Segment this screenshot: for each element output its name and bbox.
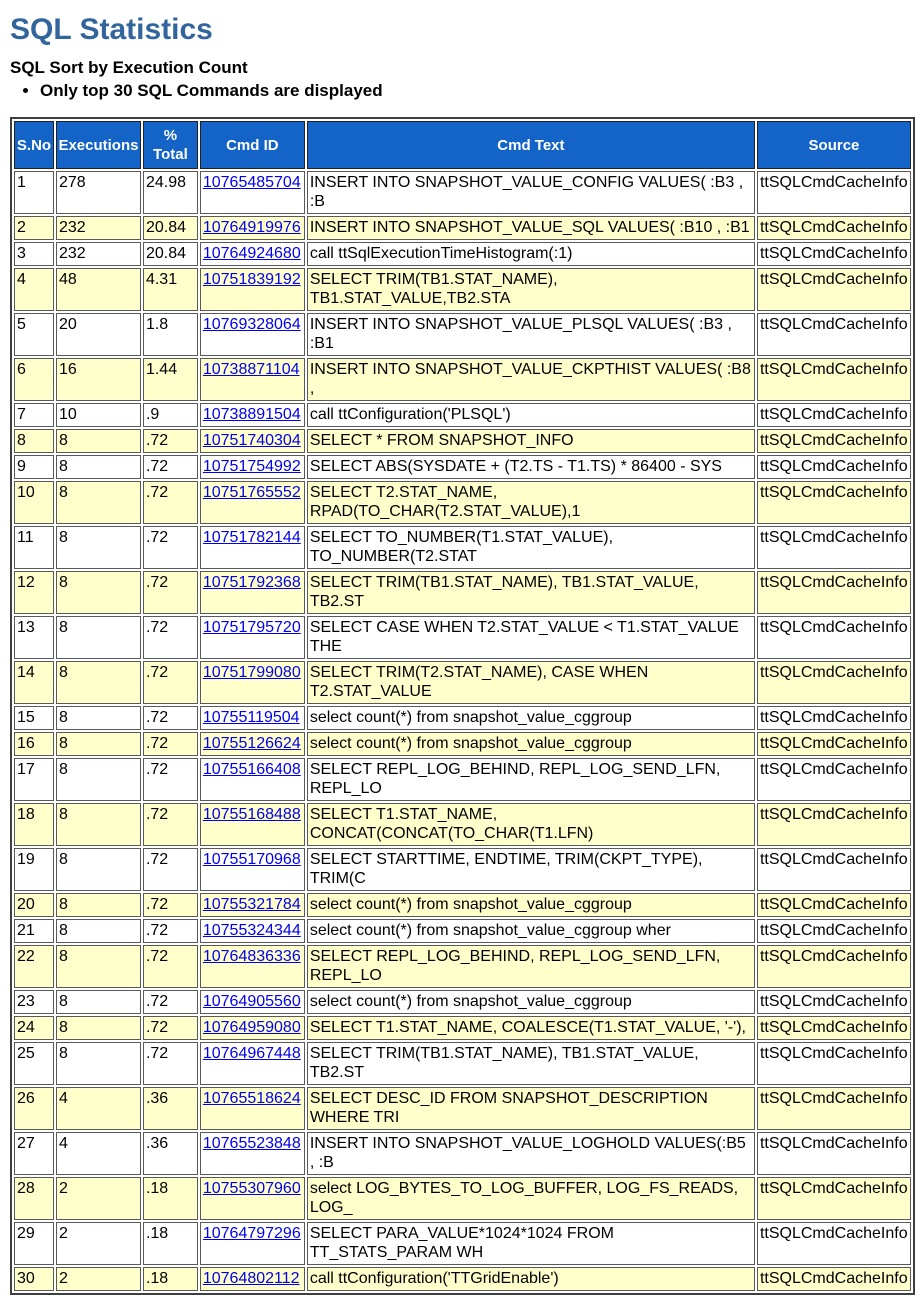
table-row [14,758,911,801]
cell-executions: 8 [56,848,141,891]
cell-source: ttSQLCmdCacheInfo [757,893,911,917]
cell-pct-total: .72 [143,706,198,730]
cell-sno: 9 [14,455,54,479]
cell-executions: 8 [56,758,141,801]
cell-pct-total: 24.98 [143,171,198,214]
cell-executions: 8 [56,990,141,1014]
cell-source: ttSQLCmdCacheInfo [757,481,911,524]
cell-source: ttSQLCmdCacheInfo [757,758,911,801]
cmd-id-link[interactable]: 10755321784 [202,896,301,914]
cell-cmd-id [200,732,305,756]
cell-cmd-id [200,706,305,730]
cell-pct-total: .72 [143,990,198,1014]
cell-cmd-text: SELECT * FROM SNAPSHOT_INFO [307,429,755,453]
cell-source: ttSQLCmdCacheInfo [757,1087,911,1130]
cmd-id-link[interactable]: 10764905560 [202,993,301,1011]
sort-subtitle: SQL Sort by Execution Count [10,57,248,77]
cell-executions: 2 [56,1177,141,1220]
cell-executions: 8 [56,429,141,453]
cell-executions: 8 [56,945,141,988]
cell-sno: 16 [14,732,54,756]
cell-source: ttSQLCmdCacheInfo [757,313,911,356]
table-row [14,945,911,988]
cell-cmd-text: SELECT TRIM(TB1.STAT_NAME), TB1.STAT_VALUE, TB2.ST [307,1042,755,1085]
cell-cmd-text: select count(*) from snapshot_value_cggroup [307,990,755,1014]
table-row [14,1016,911,1040]
cell-cmd-id [200,313,305,356]
cell-pct-total: 4.31 [143,268,198,311]
cell-executions: 16 [56,358,141,401]
table-row [14,429,911,453]
cmd-id-link[interactable]: 10751754992 [202,458,301,476]
cell-executions: 8 [56,1016,141,1040]
cell-pct-total: .18 [143,1267,198,1291]
cell-sno: 18 [14,803,54,846]
cell-sno: 12 [14,571,54,614]
cell-executions: 20 [56,313,141,356]
col-header-pct-total: % Total [143,121,198,169]
cell-source: ttSQLCmdCacheInfo [757,1222,911,1265]
cell-cmd-text: SELECT REPL_LOG_BEHIND, REPL_LOG_SEND_LFN, REPL_LO [307,945,755,988]
cell-sno: 7 [14,403,54,427]
cell-pct-total: .72 [143,429,198,453]
cell-source: ttSQLCmdCacheInfo [757,919,911,943]
table-row [14,848,911,891]
cmd-id-link[interactable]: 10751799080 [202,664,301,682]
cell-cmd-text: SELECT TO_NUMBER(T1.STAT_VALUE), TO_NUMBER(T2.STAT [307,526,755,569]
cell-pct-total: 20.84 [143,242,198,266]
cell-cmd-id [200,848,305,891]
cell-cmd-text: SELECT PARA_VALUE*1024*1024 FROM TT_STATS_PARAM WH [307,1222,755,1265]
cell-pct-total: .72 [143,571,198,614]
cell-source: ttSQLCmdCacheInfo [757,732,911,756]
col-header-source: Source [757,121,911,169]
cell-sno: 1 [14,171,54,214]
cell-source: ttSQLCmdCacheInfo [757,216,911,240]
cell-cmd-id [200,358,305,401]
cmd-id-link[interactable]: 10755170968 [202,851,301,869]
cell-cmd-id [200,481,305,524]
cell-executions: 232 [56,216,141,240]
cell-pct-total: .72 [143,919,198,943]
cell-sno: 13 [14,616,54,659]
cell-cmd-text: select LOG_BYTES_TO_LOG_BUFFER, LOG_FS_READS, LOG_ [307,1177,755,1220]
cell-sno: 3 [14,242,54,266]
cell-cmd-id [200,268,305,311]
cmd-id-link[interactable]: 10751782144 [202,529,301,547]
cell-cmd-id [200,758,305,801]
cell-cmd-id [200,893,305,917]
table-row [14,268,911,311]
cell-sno: 29 [14,1222,54,1265]
cell-cmd-id [200,216,305,240]
cell-sno: 10 [14,481,54,524]
cell-sno: 25 [14,1042,54,1085]
cell-cmd-id [200,616,305,659]
cmd-id-link[interactable]: 10755324344 [202,922,301,940]
cell-source: ttSQLCmdCacheInfo [757,848,911,891]
cmd-id-link[interactable]: 10764919976 [202,219,301,237]
cell-sno: 17 [14,758,54,801]
cmd-id-link[interactable]: 10764924680 [202,245,301,263]
col-header-executions: Executions [56,121,141,169]
cell-cmd-text: SELECT T1.STAT_NAME, COALESCE(T1.STAT_VALUE, '-'), [307,1016,755,1040]
cell-executions: 4 [56,1087,141,1130]
cell-executions: 10 [56,403,141,427]
table-row [14,1177,911,1220]
cell-executions: 232 [56,242,141,266]
col-header-cmd-text: Cmd Text [307,121,755,169]
cell-sno: 19 [14,848,54,891]
table-row [14,990,911,1014]
cell-cmd-text: SELECT ABS(SYSDATE + (T2.TS - T1.TS) * 86400 - SYS [307,455,755,479]
cell-cmd-text: select count(*) from snapshot_value_cggroup wher [307,919,755,943]
cell-pct-total: 20.84 [143,216,198,240]
cell-cmd-id [200,571,305,614]
cell-source: ttSQLCmdCacheInfo [757,1177,911,1220]
col-header-cmd-id: Cmd ID [200,121,305,169]
notes-list [10,81,915,101]
cell-cmd-text: INSERT INTO SNAPSHOT_VALUE_PLSQL VALUES( :B3 , :B1 [307,313,755,356]
table-row [14,171,911,214]
cell-pct-total: .72 [143,758,198,801]
cell-executions: 8 [56,616,141,659]
cell-sno: 20 [14,893,54,917]
cell-cmd-id [200,1222,305,1265]
cell-pct-total: .72 [143,732,198,756]
cell-executions: 2 [56,1267,141,1291]
cell-executions: 8 [56,661,141,704]
cell-sno: 21 [14,919,54,943]
table-row [14,571,911,614]
cell-cmd-id [200,526,305,569]
cell-cmd-text: SELECT DESC_ID FROM SNAPSHOT_DESCRIPTION WHERE TRI [307,1087,755,1130]
cell-executions: 8 [56,481,141,524]
cell-cmd-text: SELECT T2.STAT_NAME, RPAD(TO_CHAR(T2.STAT_VALUE),1 [307,481,755,524]
table-row [14,1267,911,1291]
table-row [14,803,911,846]
cell-cmd-id [200,803,305,846]
cell-source: ttSQLCmdCacheInfo [757,616,911,659]
table-row [14,526,911,569]
cell-executions: 8 [56,919,141,943]
cell-pct-total: .72 [143,661,198,704]
table-header [14,121,911,169]
cell-executions: 8 [56,706,141,730]
cell-sno: 28 [14,1177,54,1220]
cell-cmd-text: SELECT T1.STAT_NAME, CONCAT(CONCAT(TO_CHAR(T1.LFN) [307,803,755,846]
cell-source: ttSQLCmdCacheInfo [757,1132,911,1175]
cell-pct-total: .72 [143,455,198,479]
cell-sno: 2 [14,216,54,240]
cmd-id-link[interactable]: 10764959080 [202,1019,301,1037]
cell-source: ttSQLCmdCacheInfo [757,945,911,988]
cell-pct-total: .72 [143,803,198,846]
table-row [14,732,911,756]
cell-pct-total: 1.8 [143,313,198,356]
cell-sno: 22 [14,945,54,988]
cell-pct-total: .18 [143,1222,198,1265]
cell-cmd-id [200,403,305,427]
cell-sno: 5 [14,313,54,356]
col-header-sno: S.No [14,121,54,169]
cmd-id-link[interactable]: 10755168488 [202,806,301,824]
cmd-id-link[interactable]: 10751792368 [202,574,301,592]
cell-cmd-text: call ttConfiguration('TTGridEnable') [307,1267,755,1291]
cell-sno: 27 [14,1132,54,1175]
cell-sno: 11 [14,526,54,569]
sql-stats-table [10,117,915,1295]
cell-source: ttSQLCmdCacheInfo [757,429,911,453]
cmd-id-link[interactable]: 10755307960 [202,1180,301,1198]
cell-source: ttSQLCmdCacheInfo [757,661,911,704]
cell-cmd-text: call ttConfiguration('PLSQL') [307,403,755,427]
cell-cmd-id [200,1087,305,1130]
cmd-id-link[interactable]: 10764797296 [202,1225,301,1243]
table-row [14,1087,911,1130]
cell-cmd-text: INSERT INTO SNAPSHOT_VALUE_CONFIG VALUES( :B3 , :B [307,171,755,214]
cell-sno: 30 [14,1267,54,1291]
note-item: • Only top 30 SQL Commands are displayed [40,81,915,101]
cell-sno: 23 [14,990,54,1014]
cell-source: ttSQLCmdCacheInfo [757,171,911,214]
cell-sno: 14 [14,661,54,704]
cell-sno: 8 [14,429,54,453]
table-row [14,216,911,240]
cell-cmd-id [200,945,305,988]
header-row [14,121,911,169]
cell-sno: 26 [14,1087,54,1130]
cell-executions: 2 [56,1222,141,1265]
cell-cmd-id [200,242,305,266]
cell-pct-total: .72 [143,1042,198,1085]
page-title: SQL Statistics [10,13,213,46]
cell-cmd-id [200,919,305,943]
cell-cmd-text: select count(*) from snapshot_value_cggroup [307,706,755,730]
table-row [14,403,911,427]
cell-source: ttSQLCmdCacheInfo [757,803,911,846]
cell-sno: 24 [14,1016,54,1040]
cell-cmd-text: SELECT TRIM(T2.STAT_NAME), CASE WHEN T2.STAT_VALUE [307,661,755,704]
cell-pct-total: .36 [143,1132,198,1175]
table-row [14,1222,911,1265]
cell-source: ttSQLCmdCacheInfo [757,571,911,614]
cell-source: ttSQLCmdCacheInfo [757,526,911,569]
cell-source: ttSQLCmdCacheInfo [757,268,911,311]
cell-source: ttSQLCmdCacheInfo [757,403,911,427]
cmd-id-link[interactable]: 10765523848 [202,1135,301,1153]
cell-pct-total: .72 [143,526,198,569]
table-row [14,893,911,917]
cell-cmd-text: select count(*) from snapshot_value_cggroup [307,732,755,756]
cmd-id-link[interactable]: 10751740304 [202,432,301,450]
cell-cmd-text: select count(*) from snapshot_value_cggroup [307,893,755,917]
cell-pct-total: .9 [143,403,198,427]
cmd-id-link[interactable]: 10764802112 [202,1270,300,1288]
cell-pct-total: .72 [143,848,198,891]
table-row [14,481,911,524]
cell-source: ttSQLCmdCacheInfo [757,1042,911,1085]
cell-cmd-id [200,455,305,479]
cell-cmd-id [200,1016,305,1040]
cell-source: ttSQLCmdCacheInfo [757,358,911,401]
cell-executions: 4 [56,1132,141,1175]
cell-cmd-text: SELECT TRIM(TB1.STAT_NAME), TB1.STAT_VALUE,TB2.STA [307,268,755,311]
cell-source: ttSQLCmdCacheInfo [757,1267,911,1291]
cell-source: ttSQLCmdCacheInfo [757,1016,911,1040]
cell-sno: 15 [14,706,54,730]
cell-cmd-text: call ttSqlExecutionTimeHistogram(:1) [307,242,755,266]
cell-cmd-id [200,1042,305,1085]
cmd-id-link[interactable]: 10764967448 [202,1045,301,1063]
cell-cmd-id [200,1132,305,1175]
table-row [14,1132,911,1175]
cmd-id-link[interactable]: 10738891504 [202,406,301,424]
table-row [14,358,911,401]
table-row [14,919,911,943]
cmd-id-link[interactable]: 10738871104 [202,361,300,379]
cmd-id-link[interactable]: 10755166408 [202,761,301,779]
cell-cmd-text: SELECT CASE WHEN T2.STAT_VALUE < T1.STAT_VALUE THE [307,616,755,659]
cell-pct-total: .72 [143,945,198,988]
cell-pct-total: .36 [143,1087,198,1130]
table-row [14,313,911,356]
cell-cmd-id [200,661,305,704]
cell-cmd-id [200,1267,305,1291]
cmd-id-link[interactable]: 10769328064 [202,316,301,334]
cell-source: ttSQLCmdCacheInfo [757,455,911,479]
cell-cmd-text: INSERT INTO SNAPSHOT_VALUE_CKPTHIST VALUES( :B8 , [307,358,755,401]
table-row [14,455,911,479]
table-row [14,706,911,730]
cell-executions: 8 [56,732,141,756]
cell-executions: 8 [56,526,141,569]
cell-cmd-text: SELECT STARTTIME, ENDTIME, TRIM(CKPT_TYPE), TRIM(C [307,848,755,891]
cell-cmd-id [200,171,305,214]
cell-executions: 278 [56,171,141,214]
cmd-id-link[interactable]: 10751839192 [202,271,301,289]
cmd-id-link[interactable]: 10764836336 [202,948,301,966]
table-row [14,616,911,659]
cell-pct-total: 1.44 [143,358,198,401]
cell-executions: 8 [56,455,141,479]
cell-pct-total: .72 [143,893,198,917]
table-row [14,242,911,266]
cell-cmd-text: INSERT INTO SNAPSHOT_VALUE_LOGHOLD VALUES(:B5 , :B [307,1132,755,1175]
table-row [14,1042,911,1085]
cell-cmd-id [200,1177,305,1220]
table-body [14,171,911,1291]
cell-executions: 8 [56,1042,141,1085]
cell-pct-total: .72 [143,481,198,524]
cell-executions: 8 [56,803,141,846]
cell-executions: 48 [56,268,141,311]
cmd-id-link[interactable]: 10765518624 [202,1090,301,1108]
cell-cmd-text: SELECT TRIM(TB1.STAT_NAME), TB1.STAT_VALUE, TB2.ST [307,571,755,614]
cmd-id-link[interactable]: 10755126624 [202,735,301,753]
cell-executions: 8 [56,893,141,917]
cell-cmd-id [200,429,305,453]
cell-executions: 8 [56,571,141,614]
cmd-id-link[interactable]: 10751765552 [202,484,301,502]
cmd-id-link[interactable]: 10765485704 [202,174,301,192]
cell-source: ttSQLCmdCacheInfo [757,706,911,730]
cell-cmd-id [200,990,305,1014]
cell-source: ttSQLCmdCacheInfo [757,990,911,1014]
cell-sno: 4 [14,268,54,311]
cell-sno: 6 [14,358,54,401]
cmd-id-link[interactable]: 10751795720 [202,619,301,637]
cell-cmd-text: INSERT INTO SNAPSHOT_VALUE_SQL VALUES( :B10 , :B1 [307,216,755,240]
table-row [14,661,911,704]
cell-source: ttSQLCmdCacheInfo [757,242,911,266]
cell-pct-total: .72 [143,616,198,659]
cell-pct-total: .72 [143,1016,198,1040]
cell-cmd-text: SELECT REPL_LOG_BEHIND, REPL_LOG_SEND_LFN, REPL_LO [307,758,755,801]
cell-pct-total: .18 [143,1177,198,1220]
cmd-id-link[interactable]: 10755119504 [202,709,300,727]
